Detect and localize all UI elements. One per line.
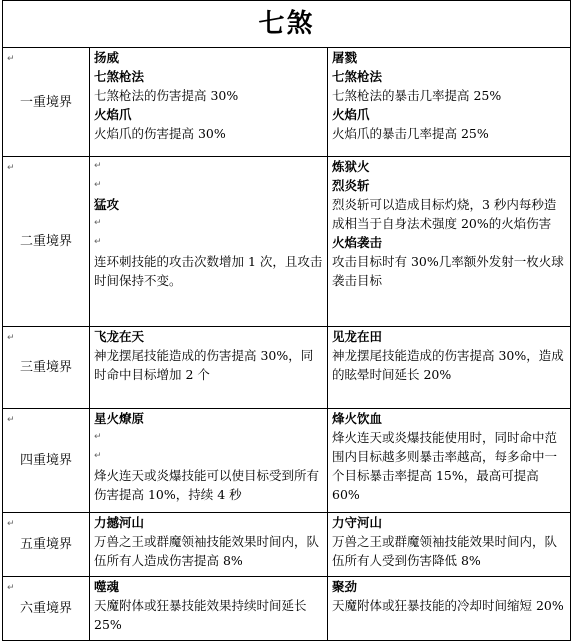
talent-name: 噬魂 bbox=[94, 579, 120, 594]
right-talent-cell bbox=[328, 577, 571, 641]
talent-desc: 烽火连天或炎爆技能使用时，同时命中范围内目标越多则暴击率越高，每多命中一个目标暴击率提高 15%，最高可提高 60% bbox=[332, 430, 558, 502]
paragraph-mark: ↵ bbox=[7, 163, 15, 173]
skill-title: 火焰爪 bbox=[332, 107, 370, 122]
talent-desc: 天魔附体或狂暴技能效果持续时间延长 25% bbox=[94, 598, 307, 632]
tier-label: 四重境界 bbox=[19, 453, 72, 468]
left-talent-cell bbox=[90, 157, 328, 327]
talent-name: 飞龙在天 bbox=[94, 329, 145, 344]
right-talent-cell bbox=[328, 327, 571, 409]
talent-name: 聚劲 bbox=[332, 579, 358, 594]
paragraph-mark: ↵ bbox=[7, 333, 15, 343]
skill-desc: 烈炎斩可以造成目标灼烧，3 秒内每秒造成相当于自身法术强度 20%的火焰伤害 bbox=[332, 197, 557, 231]
paragraph-mark: ↵ bbox=[94, 218, 102, 228]
tier-label: 一重境界 bbox=[19, 94, 72, 110]
skill-desc: 七煞枪法的伤害提高 30% bbox=[94, 88, 239, 103]
talent-desc: 神龙摆尾技能造成的伤害提高 30%，同时命中目标增加 2 个 bbox=[94, 348, 314, 382]
talent-name: 烽火饮血 bbox=[332, 411, 383, 426]
skill-title: 七煞枪法 bbox=[94, 69, 145, 84]
tier-cell bbox=[3, 48, 90, 157]
table-row bbox=[3, 327, 571, 409]
talent-desc: 神龙摆尾技能造成的伤害提高 30%，造成的眩晕时间延长 20% bbox=[332, 348, 564, 382]
table-title: 七煞 bbox=[3, 1, 571, 48]
paragraph-mark: ↵ bbox=[7, 583, 15, 593]
left-talent-cell bbox=[90, 409, 328, 513]
paragraph-mark: ↵ bbox=[94, 161, 102, 171]
talent-name: 猛攻 bbox=[94, 197, 120, 212]
skill-title: 七煞枪法 bbox=[332, 69, 383, 84]
tier-cell bbox=[3, 577, 90, 641]
talent-desc: 万兽之王或群魔领袖技能效果时间内，队伍所有人受到伤害降低 8% bbox=[332, 534, 558, 568]
paragraph-mark: ↵ bbox=[94, 237, 102, 247]
right-talent-cell bbox=[328, 48, 571, 157]
talent-desc: 万兽之王或群魔领袖技能效果时间内，队伍所有人造成伤害提高 8% bbox=[94, 534, 320, 568]
left-talent-cell bbox=[90, 327, 328, 409]
paragraph-mark: ↵ bbox=[94, 180, 102, 190]
paragraph-mark: ↵ bbox=[7, 519, 15, 529]
table-row bbox=[3, 409, 571, 513]
talent-table bbox=[2, 0, 571, 641]
paragraph-mark: ↵ bbox=[7, 415, 15, 425]
table-row bbox=[3, 513, 571, 577]
left-talent-cell bbox=[90, 513, 328, 577]
tier-cell bbox=[3, 513, 90, 577]
skill-desc: 攻击目标时有 30%几率额外发射一枚火球袭击目标 bbox=[332, 254, 564, 288]
paragraph-mark: ↵ bbox=[94, 432, 102, 442]
right-talent-cell bbox=[328, 513, 571, 577]
left-talent-cell bbox=[90, 577, 328, 641]
skill-desc: 火焰爪的暴击几率提高 25% bbox=[332, 126, 489, 141]
skill-desc: 火焰爪的伤害提高 30% bbox=[94, 126, 226, 141]
talent-desc: 天魔附体或狂暴技能的冷却时间缩短 20% bbox=[332, 598, 564, 613]
tier-cell bbox=[3, 157, 90, 327]
talent-name: 炼狱火 bbox=[332, 159, 370, 174]
table-row bbox=[3, 157, 571, 327]
talent-name: 力守河山 bbox=[332, 515, 383, 530]
tier-label: 六重境界 bbox=[19, 601, 72, 616]
table-row bbox=[3, 48, 571, 157]
tier-label: 五重境界 bbox=[19, 537, 72, 552]
tier-cell bbox=[3, 327, 90, 409]
skill-title: 火焰袭击 bbox=[332, 235, 383, 250]
talent-name: 屠戮 bbox=[332, 50, 358, 65]
talent-name: 扬威 bbox=[94, 50, 120, 65]
talent-name: 星火燎原 bbox=[94, 411, 145, 426]
paragraph-mark: ↵ bbox=[94, 451, 102, 461]
skill-title: 火焰爪 bbox=[94, 107, 132, 122]
skill-desc: 七煞枪法的暴击几率提高 25% bbox=[332, 88, 502, 103]
skill-title: 烈炎斩 bbox=[332, 178, 370, 193]
talent-name: 力撼河山 bbox=[94, 515, 145, 530]
left-talent-cell bbox=[90, 48, 328, 157]
paragraph-mark: ↵ bbox=[7, 54, 15, 64]
right-talent-cell bbox=[328, 157, 571, 327]
table-row bbox=[3, 577, 571, 641]
tier-cell bbox=[3, 409, 90, 513]
tier-label: 三重境界 bbox=[19, 360, 72, 375]
talent-name: 见龙在田 bbox=[332, 329, 383, 344]
tier-label: 二重境界 bbox=[19, 234, 72, 249]
right-talent-cell bbox=[328, 409, 571, 513]
title-row bbox=[3, 1, 571, 48]
talent-desc: 烽火连天或炎爆技能可以使目标受到所有伤害提高 10%，持续 4 秒 bbox=[94, 468, 320, 502]
talent-desc: 连环刺技能的攻击次数增加 1 次，且攻击时间保持不变。 bbox=[94, 254, 323, 288]
